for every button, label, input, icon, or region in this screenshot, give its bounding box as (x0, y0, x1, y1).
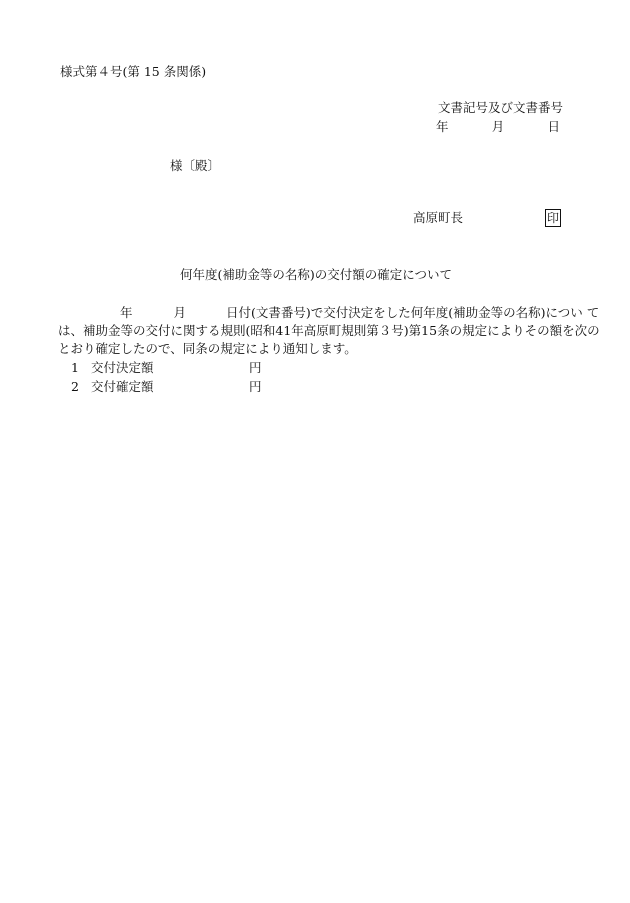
addressee: 様〔殿〕 (170, 158, 221, 173)
body-line-2: は、補助金等の交付に関する規則(昭和41年高原町規則第３号)第15条の規定によりその額を次の (58, 323, 600, 338)
document-code-label: 文書記号及び文書番号 (438, 100, 564, 115)
issuer-name: 高原町長 (413, 210, 464, 225)
notice-body (58, 304, 600, 358)
item-label: 交付確定額 (91, 379, 154, 394)
date-day: 日 (547, 119, 560, 134)
date-year: 年 (436, 119, 449, 134)
form-number: 様式第４号(第 15 条関係) (60, 64, 207, 79)
subject-title: 何年度(補助金等の名称)の交付額の確定について (180, 267, 453, 282)
seal-mark: 印 (547, 211, 560, 225)
date-month: 月 (491, 119, 505, 134)
body-year: 年 (120, 305, 133, 320)
item-unit: 円 (249, 379, 262, 394)
item-decided-amount (71, 362, 262, 375)
date-line (436, 121, 560, 134)
body-line-3: とおり確定したので、同条の規定により通知します。 (58, 341, 357, 356)
item-unit: 円 (249, 360, 262, 375)
item-number: 2 (71, 379, 79, 394)
item-confirmed-amount (71, 381, 262, 394)
body-month: 月 (173, 305, 187, 320)
body-line-1 (58, 304, 600, 322)
item-label: 交付決定額 (91, 360, 154, 375)
item-number: 1 (71, 360, 79, 375)
body-line-1-text: 日付(文書番号)で交付決定をした何年度(補助金等の名称)につい て (226, 305, 600, 320)
